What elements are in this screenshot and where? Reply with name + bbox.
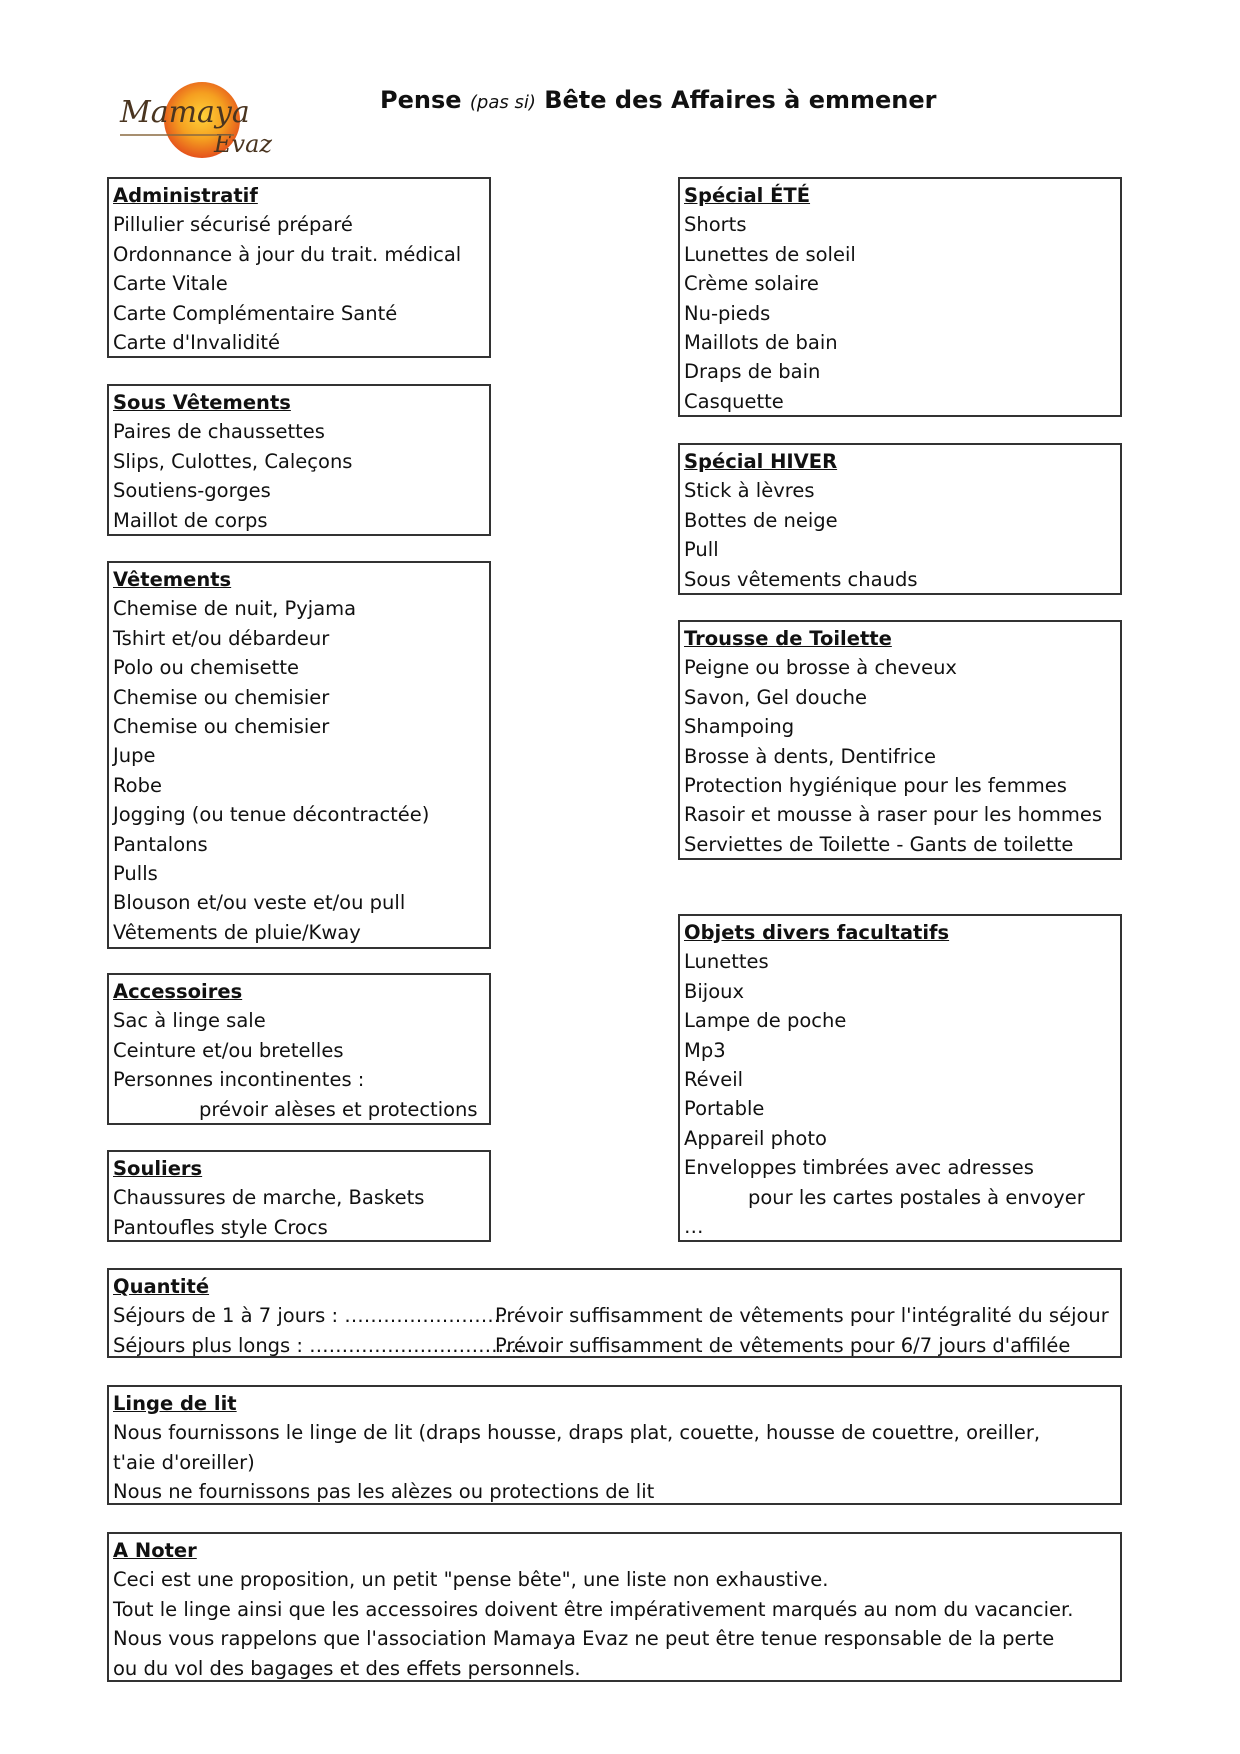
list-item: Sous vêtements chauds (684, 567, 918, 591)
section-souliers (107, 1150, 491, 1242)
quantite-right: Prévoir suffisamment de vêtements pour l'intégralité du séjour (495, 1304, 1109, 1328)
text-line: Tout le linge ainsi que les accessoires doivent être impérativement marqués au nom du vacancier. (113, 1597, 1074, 1621)
section-heading: Linge de lit (113, 1392, 237, 1415)
list-item: prévoir alèses et protections (199, 1097, 478, 1121)
list-item: Stick à lèvres (684, 479, 815, 503)
list-item: Shampoing (684, 715, 795, 739)
list-item: Maillot de corps (113, 508, 268, 532)
section-vetements (107, 561, 491, 949)
list-item: Vêtements de pluie/Kway (113, 920, 361, 944)
list-item: Maillots de bain (684, 331, 838, 355)
list-item: Pantalons (113, 832, 208, 856)
quantite-right: Prévoir suffisamment de vêtements pour 6/7 jours d'affilée (495, 1333, 1071, 1357)
section-heading: Administratif (113, 184, 258, 207)
section-heading: Sous Vêtements (113, 391, 291, 414)
text-line: Nous vous rappelons que l'association Mamaya Evaz ne peut être tenue responsable de la perte (113, 1627, 1055, 1651)
list-item: Nu-pieds (684, 301, 771, 325)
section-heading: Souliers (113, 1157, 203, 1180)
text-line: t'aie d'oreiller) (113, 1450, 255, 1474)
section-sous-vetements (107, 384, 491, 536)
list-item: Ceinture et/ou bretelles (113, 1038, 344, 1062)
list-item: Paires de chaussettes (113, 420, 325, 444)
list-item: Shorts (684, 213, 747, 237)
quantite-left: Séjours plus longs : ………………………………. (113, 1333, 550, 1357)
list-item: Rasoir et mousse à raser pour les hommes (684, 803, 1103, 827)
list-item: Lampe de poche (684, 1009, 847, 1033)
section-heading: A Noter (113, 1539, 197, 1562)
list-item: Chemise ou chemisier (113, 685, 330, 709)
section-linge-de-lit (107, 1385, 1122, 1505)
text-line: Nous fournissons le linge de lit (draps housse, draps plat, couette, housse de couettre, oreiller, (113, 1421, 1041, 1445)
list-item: Pull (684, 538, 719, 562)
list-item: … (684, 1215, 704, 1239)
section-special-ete (678, 177, 1122, 417)
list-item: Blouson et/ou veste et/ou pull (113, 891, 406, 915)
section-heading: Spécial ÉTÉ (684, 184, 811, 207)
list-item: Draps de bain (684, 360, 821, 384)
section-a-noter (107, 1532, 1122, 1682)
list-item: Appareil photo (684, 1126, 827, 1150)
section-trousse-toilette (678, 620, 1122, 860)
list-item: Protection hygiénique pour les femmes (684, 774, 1067, 798)
list-item: Polo ou chemisette (113, 656, 299, 680)
list-item: Carte d'Invalidité (113, 331, 281, 355)
list-item: Crème solaire (684, 272, 819, 296)
text-line: Nous ne fournissons pas les alèzes ou protections de lit (113, 1480, 655, 1504)
list-item: Brosse à dents, Dentifrice (684, 744, 936, 768)
list-item: Mp3 (684, 1038, 726, 1062)
list-item: Carte Complémentaire Santé (113, 301, 398, 325)
list-item: Chemise ou chemisier (113, 715, 330, 739)
logo-text-mamaya: Mamaya (120, 95, 250, 130)
list-item: pour les cartes postales à envoyer (748, 1185, 1085, 1209)
list-item: Robe (113, 773, 162, 797)
section-objets-divers (678, 914, 1122, 1242)
table-row (113, 1331, 1116, 1360)
section-heading: Vêtements (113, 568, 232, 591)
list-item: Réveil (684, 1068, 744, 1092)
table-row (113, 1301, 1116, 1330)
list-item: Serviettes de Toilette - Gants de toilette (684, 832, 1074, 856)
list-item: Pulls (113, 862, 158, 886)
list-item: Sac à linge sale (113, 1009, 266, 1033)
list-item: Pillulier sécurisé préparé (113, 213, 353, 237)
list-item: Bottes de neige (684, 508, 838, 532)
section-heading: Quantité (113, 1275, 210, 1298)
list-item: Pantoufles style Crocs (113, 1215, 328, 1239)
text-line: ou du vol des bagages et des effets personnels. (113, 1656, 581, 1680)
list-item: Slips, Culottes, Caleçons (113, 449, 353, 473)
section-special-hiver (678, 443, 1122, 595)
section-heading: Accessoires (113, 980, 243, 1003)
section-administratif (107, 177, 491, 358)
section-heading: Objets divers facultatifs (684, 921, 950, 944)
text-line: Ceci est une proposition, un petit "pense bête", une liste non exhaustive. (113, 1568, 829, 1592)
page-title: Pense (pas si) Bête des Affaires à emmener (380, 86, 937, 114)
section-heading: Trousse de Toilette (684, 627, 892, 650)
list-item: Jogging (ou tenue décontractée) (113, 803, 430, 827)
list-item: Casquette (684, 389, 784, 413)
section-heading: Spécial HIVER (684, 450, 838, 473)
list-item: Carte Vitale (113, 272, 228, 296)
list-item: Personnes incontinentes : (113, 1068, 365, 1092)
list-item: Jupe (113, 744, 156, 768)
list-item: Tshirt et/ou débardeur (113, 626, 330, 650)
list-item: Lunettes de soleil (684, 242, 856, 266)
list-item: Chemise de nuit, Pyjama (113, 597, 357, 621)
list-item: Bijoux (684, 979, 745, 1003)
list-item: Lunettes (684, 950, 769, 974)
list-item: Savon, Gel douche (684, 685, 868, 709)
logo-text-evaz: Evaz (214, 130, 273, 158)
quantite-left: Séjours de 1 à 7 jours : …………………….. (113, 1304, 513, 1328)
list-item: Ordonnance à jour du trait. médical (113, 242, 462, 266)
list-item: Portable (684, 1097, 765, 1121)
section-quantite (107, 1268, 1122, 1358)
list-item: Enveloppes timbrées avec adresses (684, 1156, 1034, 1180)
list-item: Soutiens-gorges (113, 479, 271, 503)
mamaya-evaz-logo (114, 82, 294, 162)
list-item: Chaussures de marche, Baskets (113, 1186, 425, 1210)
list-item: Peigne ou brosse à cheveux (684, 656, 957, 680)
section-accessoires (107, 973, 491, 1125)
